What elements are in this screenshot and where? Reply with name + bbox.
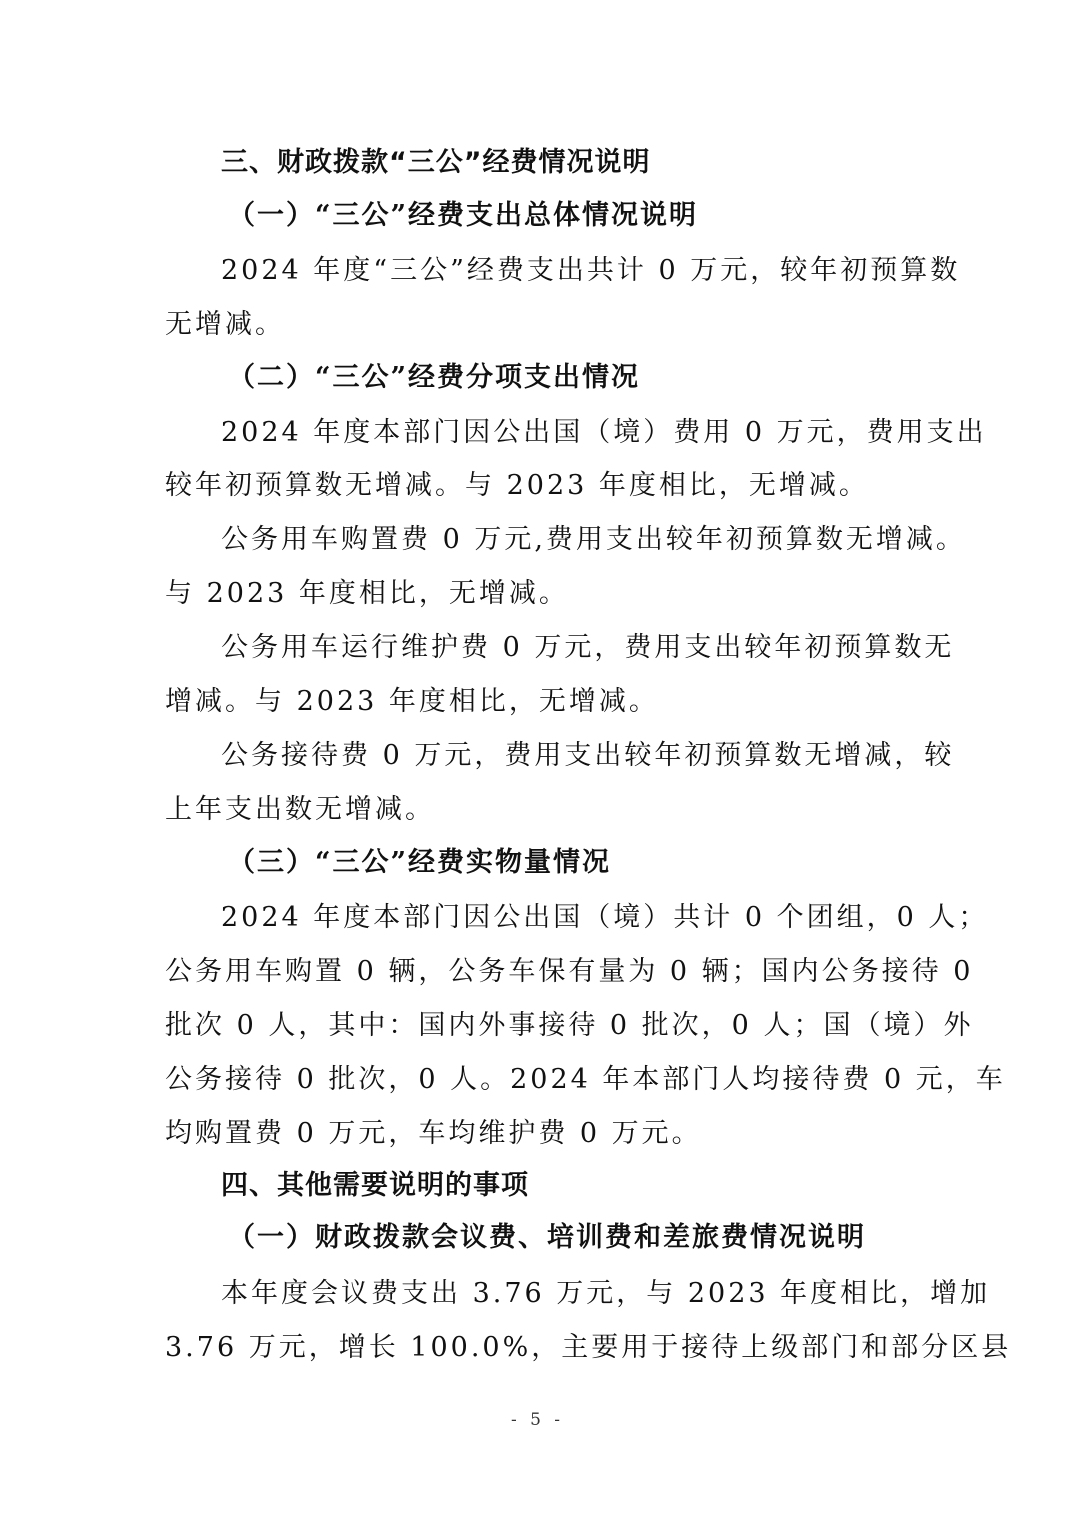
paragraph-line: 均购置费 0 万元，车均维护费 0 万元。: [165, 1118, 702, 1149]
section3-title: 三、财政拨款“三公”经费情况说明: [221, 147, 651, 178]
paragraph-line: 批次 0 人，其中：国内外事接待 0 批次，0 人；国（境）外: [165, 1010, 974, 1041]
page-number: - 5 -: [510, 1410, 565, 1430]
section4-title: 四、其他需要说明的事项: [221, 1170, 529, 1201]
paragraph-line: 公务用车购置费 0 万元,费用支出较年初预算数无增减。: [221, 524, 966, 555]
paragraph-line: 公务接待费 0 万元，费用支出较年初预算数无增减，较: [221, 740, 955, 771]
paragraph-line: 公务用车运行维护费 0 万元，费用支出较年初预算数无: [221, 632, 955, 663]
paragraph-line: 公务用车购置 0 辆，公务车保有量为 0 辆；国内公务接待 0: [165, 956, 974, 987]
paragraph-line: 2024 年度本部门因公出国（境）费用 0 万元，费用支出: [221, 417, 987, 448]
paragraph-line: 2024 年度“三公”经费支出共计 0 万元，较年初预算数: [221, 255, 961, 286]
paragraph-line: 公务接待 0 批次，0 人。2024 年本部门人均接待费 0 元，车: [165, 1064, 1006, 1095]
paragraph-line: 较年初预算数无增减。与 2023 年度相比，无增减。: [165, 470, 869, 501]
paragraph-line: 3.76 万元，增长 100.0%，主要用于接待上级部门和部分区县: [165, 1332, 1012, 1363]
section4-sub1-title: （一）财政拨款会议费、培训费和差旅费情况说明: [228, 1222, 866, 1253]
section3-sub1-title: （一）“三公”经费支出总体情况说明: [228, 200, 699, 231]
section3-sub3-title: （三）“三公”经费实物量情况: [228, 847, 612, 878]
paragraph-line: 2024 年度本部门因公出国（境）共计 0 个团组，0 人；: [221, 902, 989, 933]
section3-sub2-title: （二）“三公”经费分项支出情况: [228, 362, 641, 393]
paragraph-line: 上年支出数无增减。: [165, 794, 435, 825]
paragraph-line: 增减。与 2023 年度相比，无增减。: [165, 686, 659, 717]
paragraph-line: 本年度会议费支出 3.76 万元，与 2023 年度相比，增加: [221, 1278, 991, 1309]
paragraph-line: 与 2023 年度相比，无增减。: [165, 578, 569, 609]
paragraph-line: 无增减。: [165, 309, 285, 340]
